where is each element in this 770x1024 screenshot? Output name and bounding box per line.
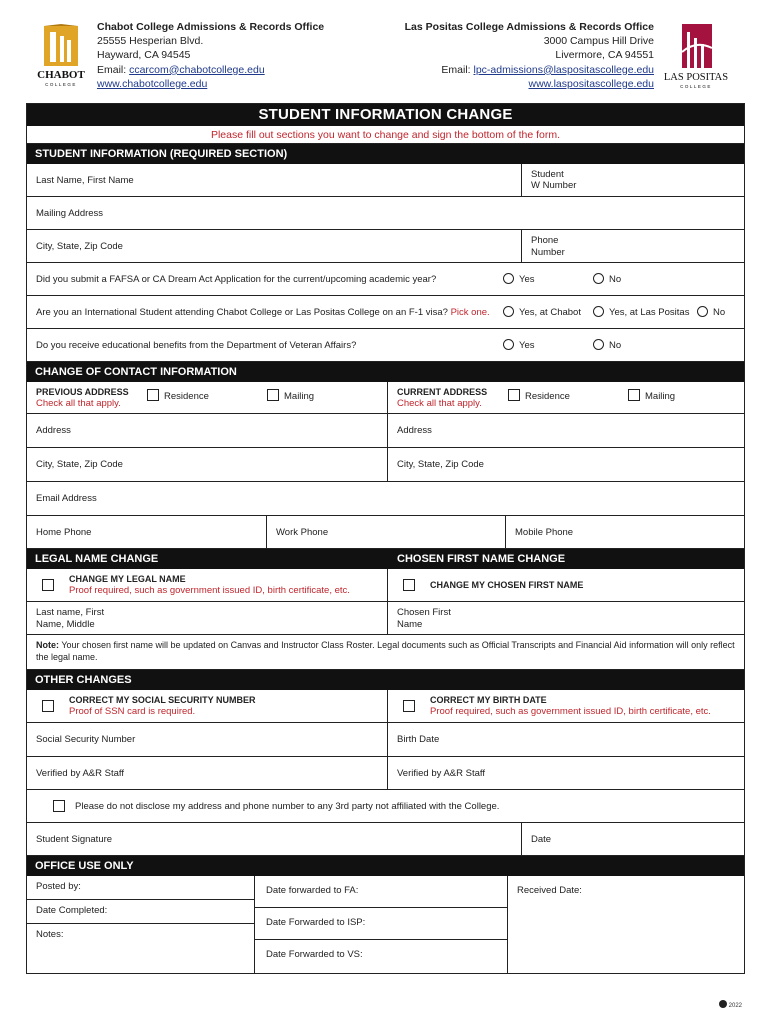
office-use-grid (27, 876, 744, 973)
current-address-label: Address (397, 425, 432, 436)
intl-yes-chabot-label: Yes, at Chabot (519, 307, 581, 318)
current-residence-option[interactable] (508, 389, 570, 403)
chabot-logo-icon (36, 24, 86, 88)
svg-text:CHABOT: CHABOT (37, 69, 85, 81)
note-text: Your chosen first name will be updated on Canvas and Instructor Class Roster. Legal documents such as Official Transcripts and Financial Aid information will only reflect the legal name. (36, 640, 735, 662)
work-phone-label: Work Phone (276, 526, 329, 538)
checkbox-icon[interactable] (147, 389, 159, 401)
city-state-zip-label: City, State, Zip Code (36, 240, 123, 252)
radio-icon[interactable] (503, 306, 514, 317)
veteran-no-option[interactable] (593, 339, 621, 351)
row-address (27, 414, 744, 448)
section-office-use-title: OFFICE USE ONLY (35, 860, 134, 872)
city-state-zip-field[interactable] (27, 230, 522, 262)
phone-number-label: Phone Number (531, 235, 565, 258)
veteran-yes-label: Yes (519, 340, 535, 351)
previous-address-field[interactable] (27, 414, 388, 447)
svg-text:COLLEGE: COLLEGE (45, 82, 77, 87)
section-name-change (27, 549, 744, 569)
chosen-name-title: CHOSEN FIRST NAME CHANGE (397, 553, 566, 565)
posted-by-label: Posted by: (36, 881, 81, 892)
row-email (27, 482, 744, 516)
row-phones (27, 516, 744, 549)
change-legal-name-option[interactable] (27, 569, 388, 601)
student-signature-field[interactable] (27, 823, 522, 855)
email-address-label: Email Address (36, 493, 97, 504)
intl-yes-lpc-option[interactable] (593, 306, 689, 318)
section-contact (27, 362, 744, 382)
checkbox-icon[interactable] (628, 389, 640, 401)
section-other-changes-title: OTHER CHANGES (35, 674, 132, 686)
svg-text:COLLEGE: COLLEGE (680, 84, 712, 89)
copyright-icon (719, 1000, 727, 1008)
row-mailing (27, 197, 744, 230)
verified-ssn-field[interactable] (27, 757, 388, 789)
row-name-change-options (27, 569, 744, 602)
current-address-field[interactable] (388, 414, 744, 447)
ssn-label: Social Security Number (36, 734, 136, 745)
row-note (27, 635, 744, 670)
chabot-email-link[interactable]: ccarcom@chabotcollege.edu (129, 63, 265, 76)
received-date-field[interactable] (508, 876, 744, 973)
chosen-name-label: Name (397, 619, 423, 630)
row-veteran (27, 329, 744, 362)
date-completed-field[interactable] (27, 900, 254, 924)
radio-icon[interactable] (593, 339, 604, 350)
ssn-proof: Proof of SSN card is required. (69, 706, 196, 717)
verified-birth-label: Verified by A&R Staff (397, 767, 486, 779)
pick-one-hint: Pick one. (450, 306, 490, 318)
veteran-question (27, 329, 744, 361)
radio-icon[interactable] (503, 339, 514, 350)
chosen-name-field[interactable] (388, 602, 744, 634)
row-signature (27, 823, 744, 856)
row-disclose (27, 790, 744, 823)
row-fafsa (27, 263, 744, 296)
previous-residence-option[interactable] (147, 389, 209, 403)
student-info-change-form (26, 103, 745, 974)
footer-year: 2022 (728, 1003, 742, 1009)
chosen-name-note (27, 635, 744, 669)
chosen-first-label: Chosen First (397, 607, 451, 618)
current-residence-label: Residence (525, 391, 570, 402)
mobile-phone-field[interactable] (506, 516, 744, 548)
legal-name-title: LEGAL NAME CHANGE (35, 553, 159, 565)
previous-mailing-label: Mailing (284, 391, 315, 402)
previous-city-label: City, State, Zip Code (36, 459, 123, 470)
office-col-1 (27, 876, 255, 973)
row-correction-options (27, 690, 744, 723)
notes-field[interactable] (27, 924, 254, 973)
birthdate-proof: Proof required, such as government issued ID, birth certificate, etc. (430, 706, 711, 717)
legal-name-middle-label: Name, Middle (36, 619, 95, 630)
row-city-phone (27, 230, 744, 263)
section-student-info (27, 144, 744, 164)
fwd-fa-label: Date forwarded to FA: (266, 885, 359, 896)
svg-text:LAS POSITAS: LAS POSITAS (663, 72, 729, 83)
previous-city-field[interactable] (27, 448, 388, 481)
chabot-email-label: Email: (97, 63, 130, 76)
checkbox-icon[interactable] (42, 579, 54, 591)
previous-residence-label: Residence (164, 391, 209, 402)
correct-birthdate-option[interactable] (388, 690, 744, 722)
intl-yes-lpc-label: Yes, at Las Positas (609, 307, 690, 318)
current-mailing-label: Mailing (645, 391, 676, 402)
fwd-vs-field[interactable] (255, 940, 507, 973)
note-label: Note: (36, 640, 59, 650)
change-legal-name-label: CHANGE MY LEGAL NAME (69, 574, 186, 584)
current-mailing-option[interactable] (628, 389, 675, 403)
email-address-field[interactable] (27, 482, 744, 515)
intl-no-label: No (713, 307, 726, 318)
correct-ssn-option[interactable] (27, 690, 388, 722)
birth-date-label: Birth Date (397, 734, 440, 745)
chabot-contact (97, 20, 324, 91)
row-contact-city (27, 448, 744, 482)
fwd-isp-label: Date Forwarded to ISP: (266, 917, 366, 928)
student-signature-label: Student Signature (36, 833, 113, 845)
laspositas-logo-icon (656, 22, 736, 90)
radio-icon[interactable] (697, 306, 708, 317)
correct-birthdate-label: CORRECT MY BIRTH DATE (430, 695, 547, 705)
veteran-question-text: Do you receive educational benefits from the Department of Veteran Affairs? (36, 339, 357, 351)
intl-no-option[interactable] (697, 306, 725, 318)
fafsa-question-text: Did you submit a FAFSA or CA Dream Act Application for the current/upcoming academic year? (36, 273, 437, 285)
laspositas-contact (405, 20, 654, 91)
mobile-phone-label: Mobile Phone (515, 526, 574, 538)
international-question-text: Are you an International Student attending Chabot College or Las Positas College on an F-1 visa? (36, 306, 448, 318)
legal-name-proof: Proof required, such as government issued ID, birth certificate, etc. (69, 585, 350, 596)
checkbox-icon[interactable] (403, 579, 415, 591)
posted-by-field[interactable] (27, 876, 254, 900)
veteran-yes-option[interactable] (503, 339, 535, 351)
radio-icon[interactable] (593, 306, 604, 317)
row-name-fields (27, 602, 744, 635)
footer-mark (719, 1000, 742, 1009)
checkbox-icon[interactable] (267, 389, 279, 401)
previous-address-heading: PREVIOUS ADDRESS (36, 387, 129, 397)
row-international (27, 296, 744, 329)
mailing-address-field[interactable] (27, 197, 744, 229)
form-instruction: Please fill out sections you want to change and sign the bottom of the form. (27, 126, 744, 144)
fwd-vs-label: Date Forwarded to VS: (266, 949, 363, 960)
verified-birth-field[interactable] (388, 757, 744, 789)
section-student-info-title: STUDENT INFORMATION (REQUIRED SECTION) (35, 148, 288, 160)
fafsa-no-label: No (609, 274, 622, 285)
previous-check-all-hint: Check all that apply. (36, 398, 121, 409)
lpc-email-link[interactable]: lpc-admissions@laspositascollege.edu (473, 63, 654, 76)
chabot-office-name: Chabot College Admissions & Records Office (97, 21, 325, 33)
work-phone-field[interactable] (267, 516, 506, 548)
laspositas-logo (656, 22, 736, 90)
disclose-option[interactable] (27, 790, 744, 822)
student-w-number-label: Student W Number (531, 169, 577, 191)
last-first-name-field[interactable] (27, 164, 522, 196)
fafsa-yes-option[interactable] (503, 273, 535, 285)
home-phone-label: Home Phone (36, 526, 92, 538)
international-question (27, 296, 744, 328)
row-address-type (27, 382, 744, 414)
home-phone-field[interactable] (27, 516, 267, 548)
section-contact-title: CHANGE OF CONTACT INFORMATION (35, 366, 237, 378)
date-completed-label: Date Completed: (36, 905, 108, 916)
previous-mailing-option[interactable] (267, 389, 314, 403)
radio-icon[interactable] (593, 273, 604, 284)
section-other-changes (27, 670, 744, 690)
fafsa-question (27, 263, 744, 295)
signature-date-field[interactable] (522, 823, 744, 855)
disclose-label: Please do not disclose my address and phone number to any 3rd party not affiliated with the College. (75, 800, 500, 812)
fwd-isp-field[interactable] (255, 908, 507, 940)
received-date-label: Received Date: (517, 885, 582, 896)
legal-name-field[interactable] (27, 602, 388, 634)
fafsa-yes-label: Yes (519, 274, 535, 285)
previous-address-type (27, 382, 388, 413)
lpc-website-link[interactable]: www.laspositascollege.edu (528, 77, 654, 90)
phone-number-field[interactable] (522, 230, 744, 262)
lpc-city: Livermore, CA 94551 (555, 49, 654, 62)
current-address-type (388, 382, 744, 413)
chabot-street: 25555 Hesperian Blvd. (97, 35, 204, 48)
checkbox-icon[interactable] (53, 800, 65, 812)
ssn-field[interactable] (27, 723, 388, 756)
fafsa-no-option[interactable] (593, 273, 621, 285)
row-name-wnumber (27, 164, 744, 197)
lpc-office-name: Las Positas College Admissions & Records Office (404, 21, 654, 33)
change-chosen-name-label: CHANGE MY CHOSEN FIRST NAME (430, 580, 584, 590)
signature-date-label: Date (531, 833, 552, 845)
row-ssn-birth (27, 723, 744, 757)
current-check-all-hint: Check all that apply. (397, 398, 482, 409)
lpc-street: 3000 Campus Hill Drive (543, 35, 654, 48)
chabot-city: Hayward, CA 94545 (97, 49, 191, 62)
chabot-website-link[interactable]: www.chabotcollege.edu (97, 77, 208, 90)
office-col-2 (255, 876, 508, 973)
change-chosen-name-option[interactable] (388, 569, 744, 601)
mailing-address-label: Mailing Address (36, 207, 104, 219)
current-city-label: City, State, Zip Code (397, 459, 484, 470)
checkbox-icon[interactable] (403, 700, 415, 712)
current-city-field[interactable] (388, 448, 744, 481)
legal-last-first-label: Last name, First (36, 607, 105, 618)
last-first-name-label: Last Name, First Name (36, 174, 134, 186)
form-title: STUDENT INFORMATION CHANGE (27, 104, 744, 126)
intl-yes-chabot-option[interactable] (503, 306, 581, 318)
lpc-email-label: Email: (441, 63, 474, 76)
checkbox-icon[interactable] (42, 700, 54, 712)
row-verified (27, 757, 744, 790)
page-header (0, 0, 770, 100)
verified-ssn-label: Verified by A&R Staff (36, 767, 125, 779)
veteran-no-label: No (609, 340, 622, 351)
notes-label: Notes: (36, 929, 64, 940)
student-w-number-field[interactable] (522, 164, 744, 196)
chabot-logo (36, 24, 86, 88)
correct-ssn-label: CORRECT MY SOCIAL SECURITY NUMBER (69, 695, 256, 705)
radio-icon[interactable] (503, 273, 514, 284)
current-address-heading: CURRENT ADDRESS (397, 387, 488, 397)
section-office-use (27, 856, 744, 876)
fwd-fa-field[interactable] (255, 876, 507, 908)
previous-address-label: Address (36, 425, 71, 436)
birth-date-field[interactable] (388, 723, 744, 756)
checkbox-icon[interactable] (508, 389, 520, 401)
